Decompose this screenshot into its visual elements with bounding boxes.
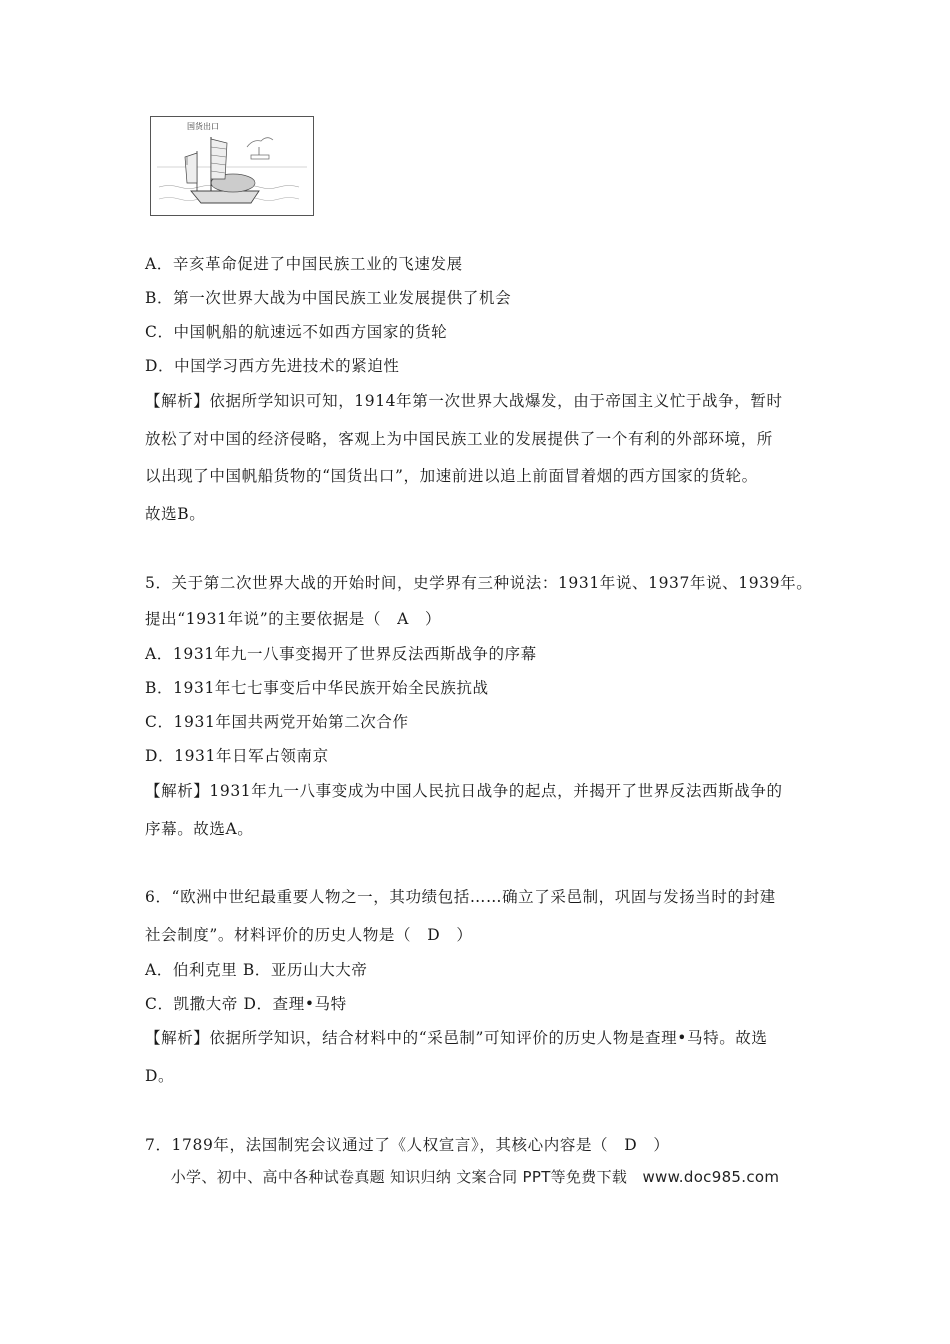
q6-analysis-line: D。: [145, 1067, 175, 1085]
q5-analysis-line: 【解析】1931年九一八事变成为中国人民抗日战争的起点，并揭开了世界反法西斯战争的: [145, 782, 783, 800]
figure-caption: 国货出口: [187, 122, 219, 131]
q4-option-a: A．辛亥革命促进了中国民族工业的飞速发展: [145, 255, 463, 273]
q4-analysis-line: 以出现了中国帆船货物的“国货出口”，加速前进以追上前面冒着烟的西方国家的货轮。: [145, 467, 758, 485]
page-footer: 小学、初中、高中各种试卷真题 知识归纳 文案合同 PPT等免费下载 www.doc985.com: [170, 1168, 780, 1186]
q4-analysis-line: 放松了对中国的经济侵略，客观上为中国民族工业的发展提供了一个有利的外部环境，所: [145, 430, 773, 448]
q6-options-cd: C．凯撒大帝 D．查理•马特: [145, 995, 347, 1013]
q4-option-d: D．中国学习西方先进技术的紧迫性: [145, 357, 400, 375]
sailing-junk-icon: [151, 117, 313, 215]
q6-options-ab: A．伯利克里 B．亚历山大大帝: [145, 961, 368, 979]
q5-option-d: D．1931年日军占领南京: [145, 747, 329, 765]
q6-analysis-line: 【解析】依据所学知识，结合材料中的“采邑制”可知评价的历史人物是查理•马特。故选: [145, 1029, 768, 1047]
q4-analysis-line: 故选B。: [145, 505, 206, 523]
junk-ship-figure: [150, 116, 314, 216]
q5-analysis-line: 序幕。故选A。: [145, 820, 254, 838]
q5-stem-line: 提出“1931年说”的主要依据是（ A ）: [145, 610, 442, 628]
q4-option-b: B．第一次世界大战为中国民族工业发展提供了机会: [145, 289, 512, 307]
q6-stem-line: 6．“欧洲中世纪最重要人物之一，其功绩包括……确立了采邑制，巩固与发扬当时的封建: [145, 888, 776, 906]
q7-stem: 7．1789年，法国制宪会议通过了《人权宣言》，其核心内容是（ D ）: [145, 1136, 670, 1154]
q4-analysis-line: 【解析】依据所学知识可知，1914年第一次世界大战爆发，由于帝国主义忙于战争，暂时: [145, 392, 783, 410]
q5-option-a: A．1931年九一八事变揭开了世界反法西斯战争的序幕: [145, 645, 537, 663]
q5-option-c: C．1931年国共两党开始第二次合作: [145, 713, 409, 731]
q6-stem-line: 社会制度”。材料评价的历史人物是（ D ）: [145, 926, 473, 944]
q5-option-b: B．1931年七七事变后中华民族开始全民族抗战: [145, 679, 489, 697]
q4-option-c: C．中国帆船的航速远不如西方国家的货轮: [145, 323, 448, 341]
q5-stem-line: 5．关于第二次世界大战的开始时间，史学界有三种说法：1931年说、1937年说、1939年。: [145, 574, 813, 592]
